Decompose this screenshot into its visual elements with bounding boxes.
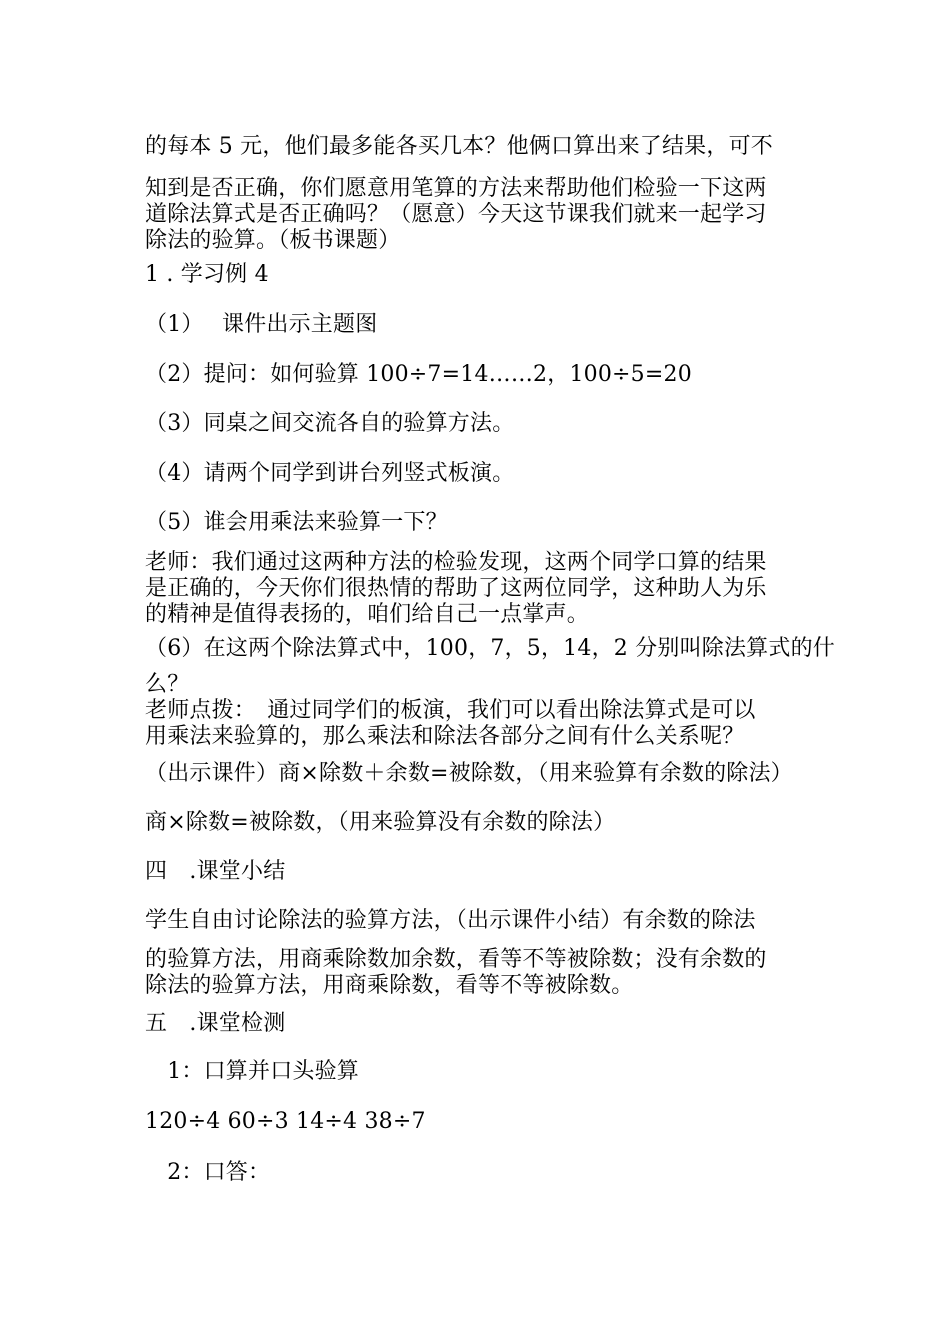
text-line: 的精神是值得表扬的，咱们给自己一点掌声。 [145,602,590,627]
formula-line: 商×除数=被除数，（用来验算没有余数的除法） [145,810,616,835]
list-item: （4）请两个同学到讲台列竖式板演。 [145,461,515,486]
text-line: 学生自由讨论除法的验算方法，（出示课件小结）有余数的除法 [145,908,756,933]
text-line: 除法的验算。（板书课题） [145,228,401,253]
text-line: 除法的验算方法，用商乘除数，看等不等被除数。 [145,973,634,998]
formula-line: （出示课件）商×除数＋余数=被除数，（用来验算有余数的除法） [145,761,793,786]
section-heading: 五 .课堂检测 [145,1011,286,1036]
text-line: 老师点拨： 通过同学们的板演，我们可以看出除法算式是可以 [145,698,756,723]
text-line: 道除法算式是否正确吗？（愿意）今天这节课我们就来一起学习 [145,202,767,227]
list-item: （3）同桌之间交流各自的验算方法。 [145,411,515,436]
section-heading: 四 .课堂小结 [145,859,286,884]
list-item: （1） 课件出示主题图 [145,312,378,337]
list-item: 1：口算并口头验算 [145,1059,359,1084]
text-line: 用乘法来验算的，那么乘法和除法各部分之间有什么关系呢？ [145,724,745,749]
list-item: （5）谁会用乘法来验算一下？ [145,510,448,535]
text-line: 老师：我们通过这两种方法的检验发现，这两个同学口算的结果 [145,550,767,575]
list-item: （6）在这两个除法算式中，100，7，5，14，2 分别叫除法算式的什 [145,636,835,661]
exercise-line: 120÷4 60÷3 14÷4 38÷7 [145,1109,426,1134]
text-line: 是正确的，今天你们很热情的帮助了这两位同学，这种助人为乐 [145,576,767,601]
text-line: 的每本 5 元，他们最多能各买几本？他俩口算出来了结果，可不 [145,134,773,159]
text-line: 知到是否正确，你们愿意用笔算的方法来帮助他们检验一下这两 [145,176,767,201]
list-item: 2：口答： [145,1160,271,1185]
text-line: 的验算方法，用商乘除数加余数，看等不等被除数；没有余数的 [145,947,767,972]
text-line: 么？ [145,672,190,697]
list-item: （2）提问：如何验算 100÷7=14……2，100÷5=20 [145,362,692,387]
list-item: 1 . 学习例 4 [145,262,269,287]
